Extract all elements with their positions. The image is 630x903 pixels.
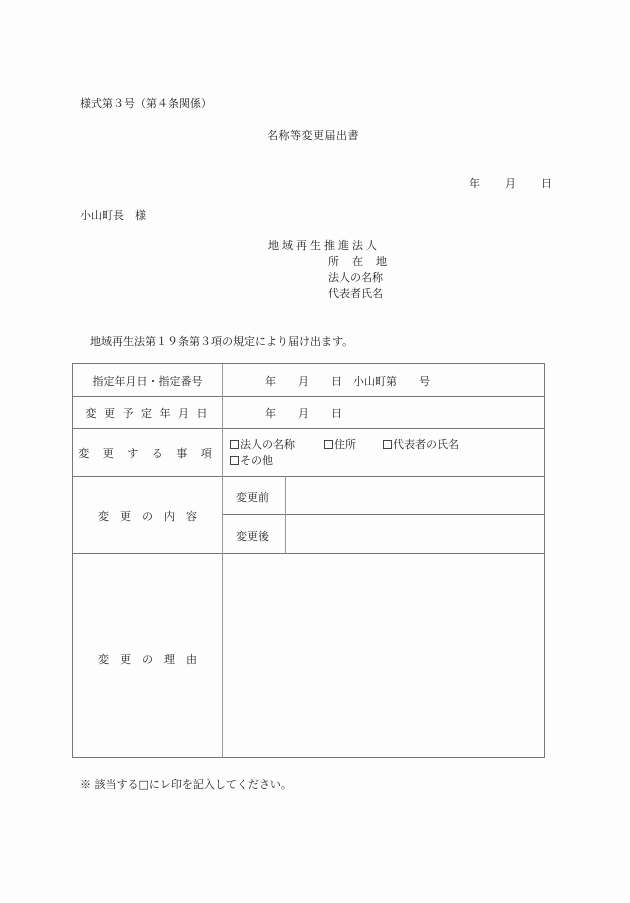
date-month: 月 <box>505 177 516 190</box>
checkbox[interactable] <box>230 456 239 465</box>
checkbox[interactable] <box>230 440 239 449</box>
label-before: 変更前 <box>236 491 269 504</box>
label-after: 変更後 <box>236 530 269 543</box>
column-divider <box>285 476 286 553</box>
row-divider <box>73 553 544 554</box>
checkbox[interactable] <box>324 440 333 449</box>
before-field[interactable] <box>287 477 544 513</box>
option-address[interactable]: 住所 <box>324 436 356 452</box>
addressee: 小山町長 様 <box>80 209 146 222</box>
footnote: ※ 該当する□にレ印を記入してください。 <box>80 778 292 791</box>
label-planned-date: 変 更 予 定 年 月 日 <box>85 407 210 420</box>
date-day: 日 <box>541 177 552 190</box>
value-planned-date[interactable]: 年 月 日 <box>265 407 342 420</box>
form-number: 様式第３号（第４条関係） <box>80 97 212 110</box>
option-representative[interactable]: 代表者の氏名 <box>383 436 459 452</box>
reason-field[interactable] <box>224 555 544 757</box>
date-line <box>469 175 552 191</box>
statement: 地域再生法第１９条第３項の規定により届け出ます。 <box>90 335 354 348</box>
checkbox[interactable] <box>383 440 392 449</box>
applicant-name-label: 法人の名称 <box>328 271 383 284</box>
column-divider <box>222 364 223 757</box>
option-other[interactable]: その他 <box>230 452 273 468</box>
option-corp-name[interactable]: 法人の名称 <box>230 436 295 452</box>
document-title: 名称等変更届出書 <box>267 129 359 142</box>
applicant-representative-label: 代表者氏名 <box>328 287 383 300</box>
after-field[interactable] <box>287 515 544 552</box>
label-designation: 指定年月日・指定番号 <box>92 375 203 388</box>
label-change-items: 変 更 す る 事 項 <box>78 447 217 460</box>
applicant-heading: 地域再生推進法人 <box>268 239 380 252</box>
date-year: 年 <box>469 177 480 190</box>
value-designation[interactable]: 年 月 日 小山町第 号 <box>265 375 430 388</box>
form-table <box>72 363 545 758</box>
label-change-content: 変 更 の 内 容 <box>98 510 197 523</box>
row-divider <box>73 428 544 429</box>
applicant-address-label: 所 在 地 <box>328 255 388 268</box>
row-divider <box>73 396 544 397</box>
label-reason: 変 更 の 理 由 <box>98 653 197 666</box>
